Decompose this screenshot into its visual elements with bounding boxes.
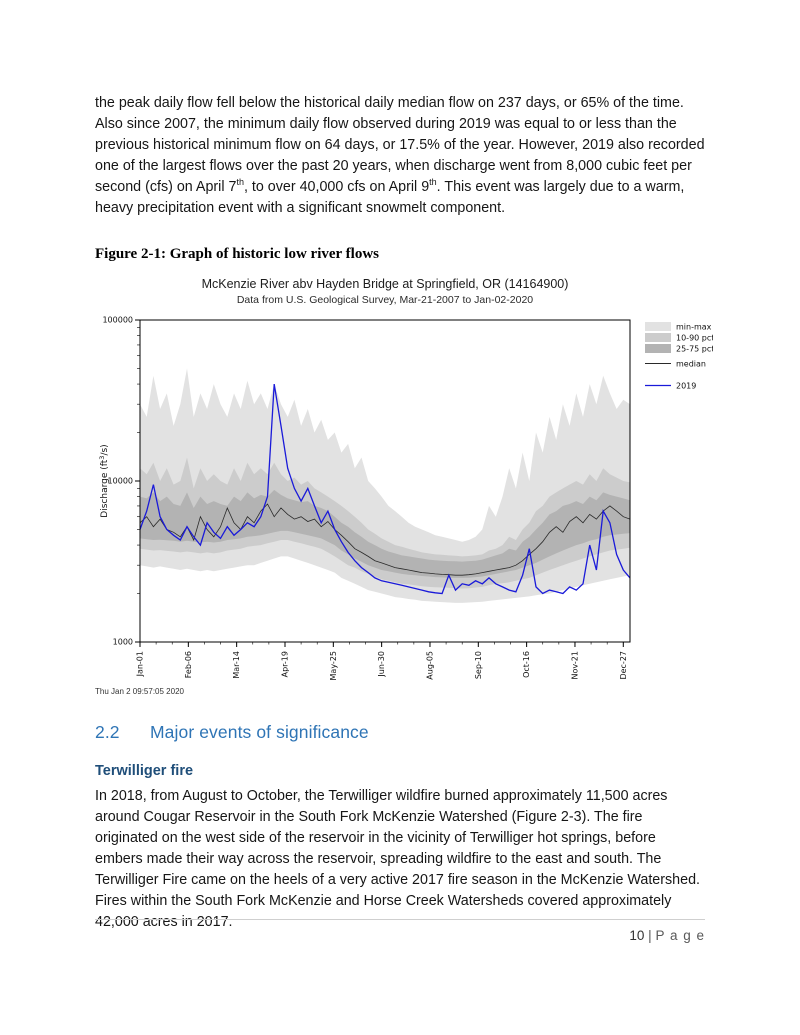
page-number: 10: [629, 928, 645, 943]
terwilliger-paragraph: In 2018, from August to October, the Terwilliger wildfire burned approximately 11,500 acres around Cougar Reservoir in the South Fork McKenzie Watershed (Figure 2-3). The fire originated on the west side of the reservoir in the vicinity of Terwilliger hot springs, before embers made their way across the reservoir, spreading wildfire to the east and south. The Terwilliger Fire came on the heels of a very active 2017 fire season in the McKenzie Watershed. Fires within the South Fork McKenzie and Horse Creek Watersheds covered approximately 42,000 acres in 2017.: [95, 788, 700, 931]
legend-swatch-min-max: [645, 322, 671, 331]
page-footer: [95, 919, 705, 943]
y-tick-label: 10000: [107, 476, 133, 486]
legend-swatch-25-75 pctl: [645, 344, 671, 353]
y-tick-label: 1000: [112, 637, 133, 647]
x-tick-label: Aug-05: [425, 651, 435, 680]
hydrograph-plot: [95, 312, 713, 682]
chart-subtitle: Data from U.S. Geological Survey, Mar-21-2007 to Jan-02-2020: [236, 294, 534, 307]
legend-swatch-10-90 pctl: [645, 333, 671, 342]
river-flow-chart: [95, 277, 713, 697]
legend-label: 25-75 pctl: [676, 344, 713, 354]
x-tick-label: May-25: [328, 651, 338, 681]
x-tick-label: Jan-01: [135, 651, 145, 677]
legend-label: 10-90 pctl: [676, 333, 713, 343]
section-heading-2-2: [95, 722, 705, 743]
chart-title: McKenzie River abv Hayden Bridge at Springfield, OR (14164900): [201, 277, 569, 292]
x-tick-label: Mar-14: [232, 651, 242, 679]
footer-separator: |: [648, 928, 652, 943]
chart-legend: [645, 322, 713, 391]
x-tick-label: Dec-27: [618, 651, 628, 680]
intro-text-2: , to over 40,000 cfs on April 9: [243, 179, 430, 196]
x-tick-label: Nov-21: [570, 651, 580, 680]
intro-paragraph: [95, 93, 705, 219]
superscript-th-2: th: [429, 177, 437, 188]
y-axis-label: Discharge $(ft^3/s)$: [98, 444, 110, 518]
x-tick-label: Feb-06: [183, 651, 193, 679]
footer-page-label: P a g e: [655, 928, 705, 943]
section-number: 2.2: [95, 722, 120, 743]
x-tick-label: Oct-16: [522, 651, 532, 678]
legend-label: 2019: [676, 381, 697, 391]
legend-label: min-max: [676, 322, 712, 332]
intro-text-3: . This event was largely due to a warm, heavy precipitation event with a significant snowmelt component.: [95, 179, 685, 217]
x-tick-label: Apr-19: [280, 651, 290, 678]
section-title: Major events of significance: [150, 722, 369, 743]
y-tick-label: 100000: [102, 315, 133, 325]
legend-label: median: [676, 359, 706, 369]
sub-heading-terwilliger-fire: Terwilliger fire: [95, 763, 194, 780]
intro-text-1: the peak daily flow fell below the historical daily median flow on 237 days, or 65% of the time. Also since 2007, the minimum daily flow observed during 2019 was equal to or less than the previous historical minimum flow on 64 days, or 17.5% of the year. However, 2019 also recorded one of the largest flows over the past 20 years, when discharge went from 8,000 cubic feet per second (cfs) on April 7: [95, 95, 705, 196]
chart-timestamp: Thu Jan 2 09:57:05 2020: [95, 687, 184, 697]
x-tick-label: Jun-30: [377, 651, 387, 677]
figure-caption: Figure 2-1: Graph of historic low river flows: [95, 246, 379, 263]
superscript-th-1: th: [236, 177, 244, 188]
x-tick-label: Sep-10: [473, 651, 483, 680]
